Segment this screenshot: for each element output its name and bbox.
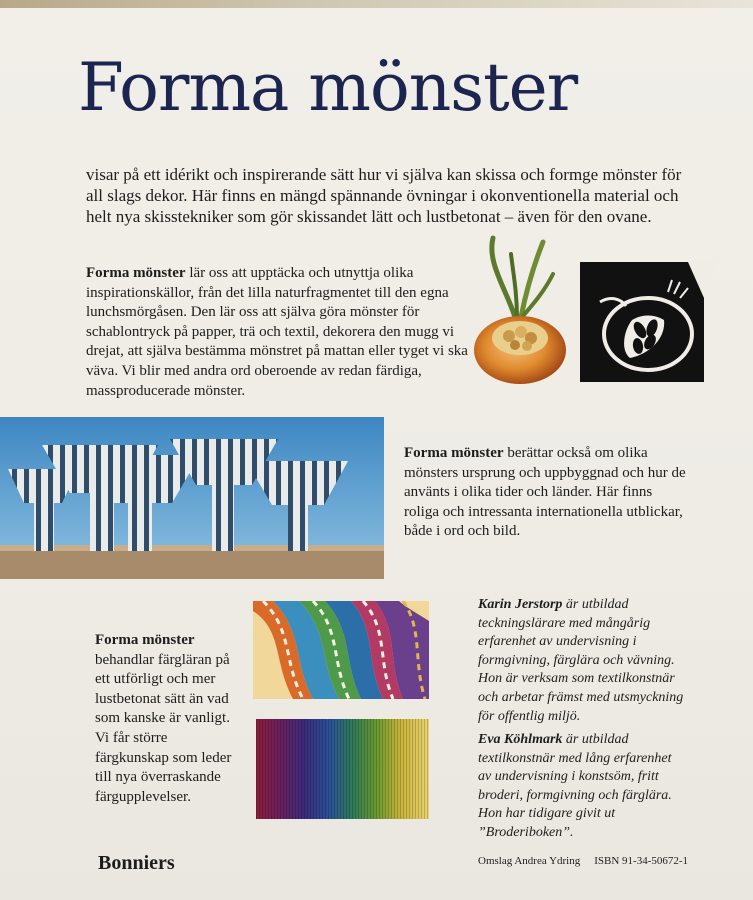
woven-textile-photo	[253, 601, 429, 699]
author-bio-karin	[478, 596, 688, 726]
lead-title: Forma mönster	[86, 265, 186, 281]
author-bio-eva	[478, 731, 688, 843]
author-name: Karin Jerstorp	[478, 597, 563, 612]
lead-title: Forma mönster	[95, 632, 195, 648]
paragraph-color-theory-text: behandlar färgläran på ett utförligt och mer lustbetonat sätt än vad som kanske är vanligt. Vi får större färgkunskap som leder till nya överraskande färgupplevelser.	[95, 651, 232, 805]
isbn: ISBN 91-34-50672-1	[594, 855, 689, 867]
lead-title: Forma mönster	[404, 445, 504, 461]
water-towers-photo	[0, 417, 384, 579]
cover-credit-line	[478, 855, 702, 867]
author-bio-text: är utbildad textilkonstnär med lång erfarenhet av undervisning i konstsöm, fritt broderi, formgivning och färglära. Hon har tidigare givit ut ”Broderiboken”.	[478, 732, 672, 840]
paragraph-origins	[404, 444, 689, 542]
intro-paragraph: visar på ett idérikt och inspirerande sätt hur vi själva kan skissa och formge mönster för all slags dekor. Här finns en mängd spännande övningar i okonventionella material och helt nya skisstekniker som gör skissandet lätt och lustbetonat – även för den ovane.	[86, 165, 682, 226]
paragraph-color-theory	[95, 631, 245, 807]
book-title: Forma mönster	[78, 49, 578, 126]
cover-designer: Omslag Andrea Ydring	[478, 855, 581, 867]
author-bio-text: är utbildad teckningslärare med mångårig erfarenhet av undervisning i formgivning, färglära och vävning. Hon är verksam som textilkonstnär och arbetar främst med utsmyckning för offentlig miljö.	[478, 597, 684, 724]
author-name: Eva Köhlmark	[478, 732, 563, 747]
paragraph-inspiration	[86, 264, 476, 401]
linocut-print	[580, 258, 720, 384]
rainbow-yarn-photo	[256, 719, 429, 819]
paragraph-inspiration-text: lär oss att upptäcka och utnyttja olika inspirationskällor, från det lilla naturfragmentet till den egna lunchsmörgåsen. Den lär oss att själva göra mönster för schablontryck på papper, trä och textil, dekorera den mugg vi drejat, att själva bestämma mönstret på mattan eller tyget vi ska väva. Vi blir med andra ord oberoende av redan färdiga, massproducerade mönster.	[86, 265, 468, 399]
paragraph-origins-text: berättar också om olika mönsters ursprung och uppbyggnad och hur de använts i olika tider och länder. Här finns roliga och intressanta internationella utblickar, både i ord och bild.	[404, 445, 686, 540]
publisher-name: Bonniers	[98, 852, 175, 874]
rose-hip-photo	[465, 232, 575, 392]
cover-edge	[0, 0, 753, 8]
